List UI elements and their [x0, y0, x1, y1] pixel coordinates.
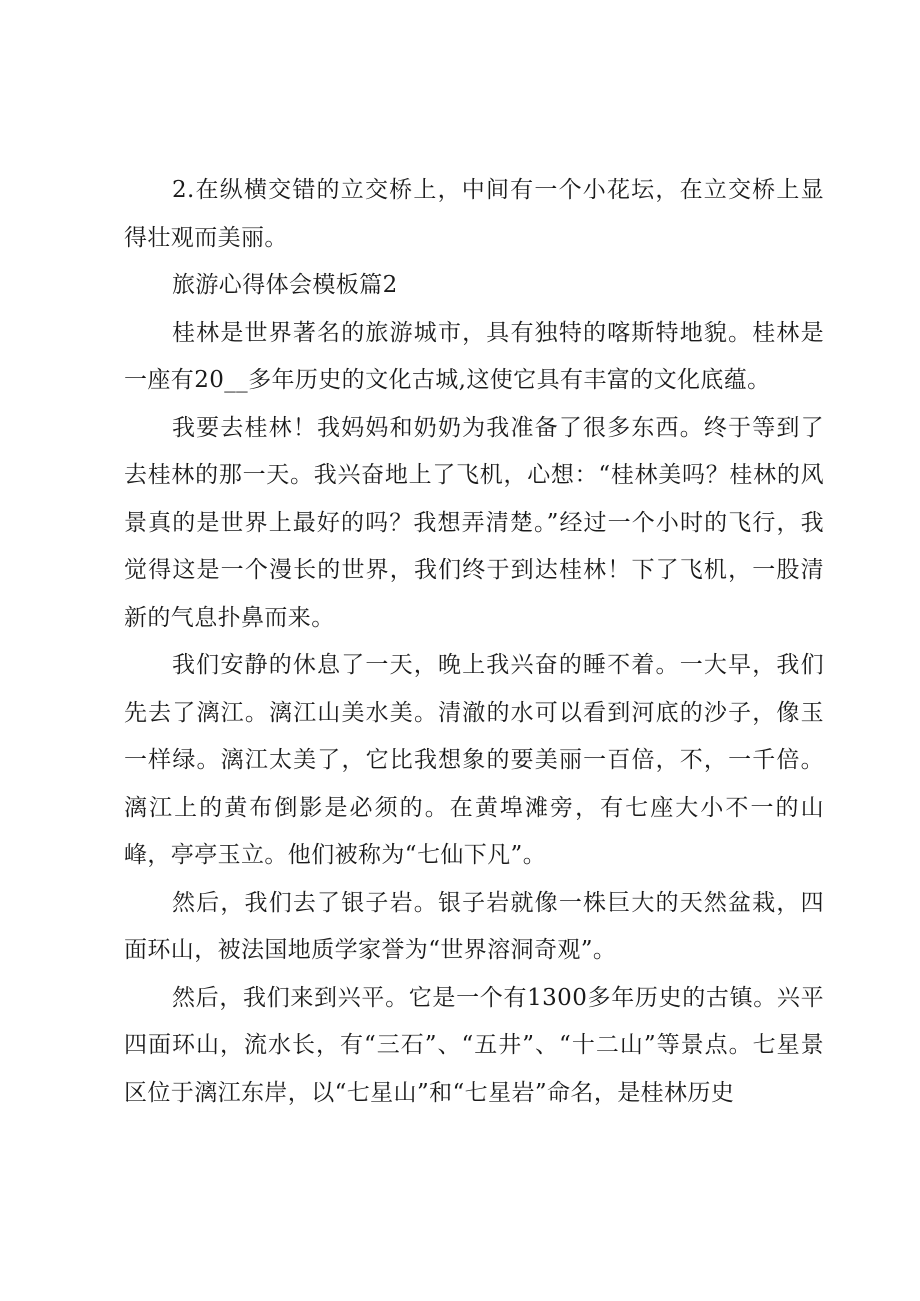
section-heading: 旅游心得体会模板篇2 [172, 272, 398, 298]
paragraph-2: 桂林是世界著名的旅游城市，具有独特的喀斯特地貌。桂林是一座有20__多年历史的文化古城,这使它具有丰富的文化底蕴。 [124, 319, 824, 393]
paragraph-3: 我要去桂林！我妈妈和奶奶为我准备了很多东西。终于等到了去桂林的那一天。我兴奋地上了飞机，心想：“桂林美吗？桂林的风景真的是世界上最好的吗？我想弄清楚。”经过一个小时的飞行，我觉得这是一个漫长的世界，我们终于到达桂林！下了飞机，一股清新的气息扑鼻而来。 [124, 414, 824, 631]
document-body [124, 167, 824, 1117]
paragraph-5: 然后，我们去了银子岩。银子岩就像一株巨大的天然盆栽，四面环山，被法国地质学家誉为“世界溶洞奇观”。 [124, 889, 824, 963]
paragraph-6: 然后，我们来到兴平。它是一个有1300多年历史的古镇。兴平四面环山，流水长，有“三石”、“五井”、“十二山”等景点。七星景区位于漓江东岸，以“七星山”和“七星岩”命名，是桂林历史 [124, 984, 824, 1106]
paragraph-1: 2.在纵横交错的立交桥上，中间有一个小花坛，在立交桥上显得壮观而美丽。 [124, 177, 824, 251]
paragraph-4: 我们安静的休息了一天，晚上我兴奋的睡不着。一大早，我们先去了漓江。漓江山美水美。清澈的水可以看到河底的沙子，像玉一样绿。漓江太美了，它比我想象的要美丽一百倍，不，一千倍。漓江上的黄布倒影是必须的。在黄埠滩旁，有七座大小不一的山峰，亭亭玉立。他们被称为“七仙下凡”。 [124, 652, 824, 868]
